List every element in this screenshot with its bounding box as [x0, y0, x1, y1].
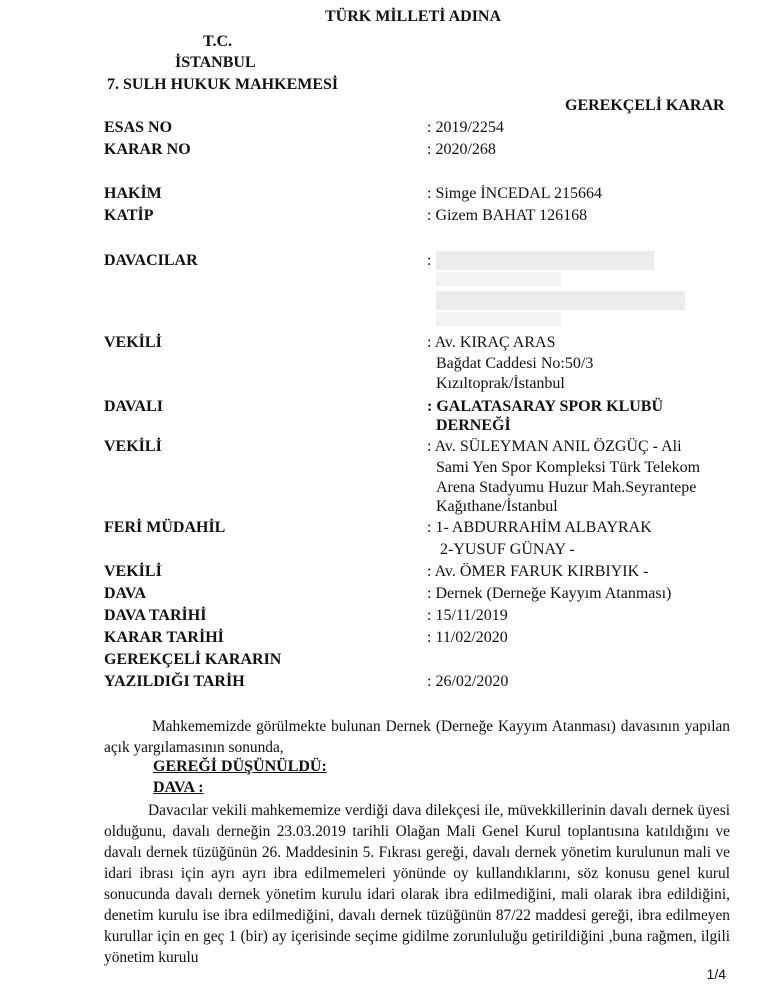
vekili-address: Kızıltoprak/İstanbul — [436, 375, 565, 392]
redacted-block — [436, 272, 561, 286]
davali-value: : GALATASARAY SPOR KLUBÜ — [427, 398, 664, 415]
redacted-block — [436, 291, 685, 310]
redacted-block — [436, 251, 654, 270]
davali-value-line2: DERNEĞİ — [436, 417, 511, 434]
intro-paragraph: Mahkememizde görülmekte bulunan Dernek (Derneğe Kayyım Atanması) davasının yapılan açık yargılamasının sonunda, — [104, 718, 730, 756]
davacilar-label: DAVACILAR — [104, 252, 198, 269]
yazildigi-tarih-label: YAZILDIĞI TARİH — [104, 673, 245, 690]
tc-label: T.C. — [203, 33, 233, 50]
document-title: TÜRK MİLLETİ ADINA — [325, 8, 502, 25]
hakim-label: HAKİM — [104, 185, 162, 202]
section-heading-dava: DAVA : — [153, 779, 204, 796]
vekili-value: : Av. KIRAÇ ARAS — [427, 334, 556, 351]
esas-no-value: : 2019/2254 — [427, 119, 504, 136]
gerekceli-kararin-label: GEREKÇELİ KARARIN — [104, 651, 282, 668]
vekili-address: Bağdat Caddesi No:50/3 — [436, 355, 594, 372]
karar-tarihi-value: : 11/02/2020 — [427, 629, 508, 646]
court-name: 7. SULH HUKUK MAHKEMESİ — [107, 76, 339, 93]
vekili-value: : Av. ÖMER FARUK KIRBIYIK - — [427, 563, 649, 580]
section-heading-geregi: GEREĞİ DÜŞÜNÜLDÜ: — [153, 758, 327, 775]
page-number: 1/4 — [706, 966, 726, 982]
feri-mudahil-value: : 1- ABDURRAHİM ALBAYRAK — [427, 519, 652, 536]
karar-tarihi-label: KARAR TARİHİ — [104, 629, 224, 646]
katip-label: KATİP — [104, 207, 154, 224]
vekili-address: Arena Stadyumu Huzur Mah.Seyrantepe — [436, 479, 697, 496]
city-label: İSTANBUL — [175, 54, 256, 71]
body-dava — [104, 800, 730, 968]
esas-no-label: ESAS NO — [104, 119, 173, 136]
vekili-label: VEKİLİ — [104, 438, 162, 455]
vekili-address: Kağıthane/İstanbul — [436, 498, 558, 515]
feri-mudahil-value-line2: 2-YUSUF GÜNAY - — [440, 541, 575, 558]
redacted-block — [436, 312, 561, 326]
dava-tarihi-label: DAVA TARİHİ — [104, 607, 207, 624]
katip-value: : Gizem BAHAT 126168 — [427, 207, 588, 224]
vekili-label: VEKİLİ — [104, 334, 162, 351]
dava-value: : Dernek (Derneğe Kayyım Atanması) — [427, 585, 672, 602]
davali-label: DAVALI — [104, 398, 163, 415]
hakim-value: : Simge İNCEDAL 215664 — [427, 185, 602, 202]
doc-type: GEREKÇELİ KARAR — [565, 97, 725, 114]
dava-tarihi-value: : 15/11/2019 — [427, 607, 508, 624]
body-intro — [104, 716, 730, 758]
vekili-address: Sami Yen Spor Kompleksi Türk Telekom — [436, 459, 701, 476]
feri-mudahil-label: FERİ MÜDAHİL — [104, 519, 226, 536]
vekili-value: : Av. SÜLEYMAN ANIL ÖZGÜÇ - Ali — [427, 438, 682, 455]
davacilar-value: : — [427, 252, 432, 269]
dava-paragraph: Davacılar vekili mahkememize verdiği dava dilekçesi ile, müvekkillerinin davalı dernek üyesi olduğunu, davalı derneğin 23.03.2019 tarihli Olağan Mali Genel Kurul toplantısına katıldığını ve davalı dernek tüzüğünün 26. Maddesinin 5. Fıkrası gereği, davalı dernek yönetim kurulunun mali ve idari ibrası için ayrı ayrı ibra edilmemeleri yönünde oy kullandıklarını, söz konusu genel kurul sonucunda davalı dernek yönetim kurulu idari olarak ibra edilmediğini, mali olarak ibra edildiğini, denetim kurulu ise ibra edilmediğini, davalı dernek tüzüğünün 87/22 maddesi gereği, ibra edilmeyen kurullar için en geç 1 (bir) ay içerisinde seçime gidilme zorunluluğu getirildiğini ,buna rağmen, ilgili yönetim kurulu — [104, 802, 730, 966]
yazildigi-tarih-value: : 26/02/2020 — [427, 673, 509, 690]
dava-label: DAVA — [104, 585, 147, 602]
vekili-label: VEKİLİ — [104, 563, 162, 580]
karar-no-label: KARAR NO — [104, 141, 191, 158]
karar-no-value: : 2020/268 — [427, 141, 496, 158]
